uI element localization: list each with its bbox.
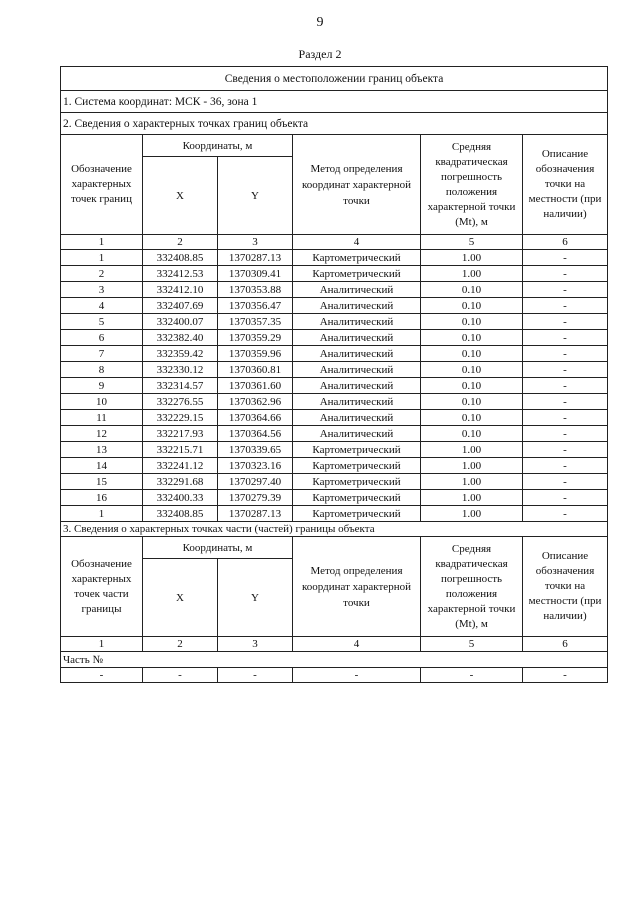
empty-cell: - xyxy=(293,668,421,683)
table-row xyxy=(61,442,608,458)
empty-cell: - xyxy=(218,668,293,683)
column-number: 5 xyxy=(421,235,523,250)
description-cell: - xyxy=(523,346,608,362)
description-cell: - xyxy=(523,442,608,458)
point-number-cell: 16 xyxy=(61,490,143,506)
error-cell: 0.10 xyxy=(421,378,523,394)
y-cell: 1370297.40 xyxy=(218,474,293,490)
method-cell: Аналитический xyxy=(293,410,421,426)
x-cell: 332217.93 xyxy=(143,426,218,442)
error-cell: 0.10 xyxy=(421,330,523,346)
table-row xyxy=(61,362,608,378)
method-cell: Аналитический xyxy=(293,314,421,330)
header-coordinates: Координаты, м xyxy=(143,135,293,157)
column-number: 3 xyxy=(218,637,293,652)
y-cell: 1370339.65 xyxy=(218,442,293,458)
method-cell: Аналитический xyxy=(293,362,421,378)
column-number: 4 xyxy=(293,235,421,250)
error-cell: 0.10 xyxy=(421,362,523,378)
description-cell: - xyxy=(523,458,608,474)
empty-cell: - xyxy=(421,668,523,683)
x-cell: 332359.42 xyxy=(143,346,218,362)
table-row xyxy=(61,426,608,442)
method-cell: Аналитический xyxy=(293,426,421,442)
column-number: 4 xyxy=(293,637,421,652)
method-cell: Картометрический xyxy=(293,506,421,522)
part-section-title: 3. Сведения о характерных точках части (частей) границы объекта xyxy=(61,522,608,537)
table-row xyxy=(61,378,608,394)
table-row xyxy=(61,410,608,426)
header-description: Описание обозначения точки на местности (при наличии) xyxy=(523,135,608,235)
error-cell: 1.00 xyxy=(421,266,523,282)
description-cell: - xyxy=(523,490,608,506)
column-number: 6 xyxy=(523,235,608,250)
table-row xyxy=(61,490,608,506)
x-cell: 332407.69 xyxy=(143,298,218,314)
error-cell: 1.00 xyxy=(421,250,523,266)
empty-cell: - xyxy=(523,668,608,683)
column-numbers-row xyxy=(61,235,608,250)
error-cell: 0.10 xyxy=(421,298,523,314)
table-row xyxy=(61,346,608,362)
table-title: Сведения о местоположении границ объекта xyxy=(61,67,608,91)
points-section-title: 2. Сведения о характерных точках границ объекта xyxy=(61,113,608,135)
description-cell: - xyxy=(523,298,608,314)
x-cell: 332412.10 xyxy=(143,282,218,298)
section-title: Раздел 2 xyxy=(298,47,342,61)
table-row xyxy=(61,250,608,266)
method-cell: Картометрический xyxy=(293,266,421,282)
error-cell: 1.00 xyxy=(421,506,523,522)
point-number-cell: 12 xyxy=(61,426,143,442)
method-cell: Аналитический xyxy=(293,330,421,346)
y-cell: 1370359.96 xyxy=(218,346,293,362)
y-cell: 1370364.66 xyxy=(218,410,293,426)
x-cell: 332314.57 xyxy=(143,378,218,394)
y-cell: 1370362.96 xyxy=(218,394,293,410)
method-cell: Картометрический xyxy=(293,490,421,506)
coord-system: 1. Система координат: МСК - 36, зона 1 xyxy=(61,91,608,113)
table-row xyxy=(61,474,608,490)
error-cell: 1.00 xyxy=(421,442,523,458)
y-cell: 1370360.81 xyxy=(218,362,293,378)
point-number-cell: 10 xyxy=(61,394,143,410)
y-cell: 1370357.35 xyxy=(218,314,293,330)
x-cell: 332291.68 xyxy=(143,474,218,490)
empty-cell: - xyxy=(143,668,218,683)
description-cell: - xyxy=(523,474,608,490)
description-cell: - xyxy=(523,282,608,298)
method-cell: Аналитический xyxy=(293,298,421,314)
point-number-cell: 1 xyxy=(61,250,143,266)
method-cell: Аналитический xyxy=(293,394,421,410)
part-header-error: Средняя квадратическая погрешность положения характерной точки (Mt), м xyxy=(421,537,523,637)
part-header-method: Метод определения координат характерной точки xyxy=(293,537,421,637)
header-point-designation: Обозначение характерных точек границ xyxy=(61,135,143,235)
error-cell: 0.10 xyxy=(421,410,523,426)
x-cell: 332276.55 xyxy=(143,394,218,410)
point-number-cell: 2 xyxy=(61,266,143,282)
error-cell: 0.10 xyxy=(421,426,523,442)
y-cell: 1370323.16 xyxy=(218,458,293,474)
description-cell: - xyxy=(523,426,608,442)
x-cell: 332330.12 xyxy=(143,362,218,378)
header-error: Средняя квадратическая погрешность положения характерной точки (Mt), м xyxy=(421,135,523,235)
y-cell: 1370287.13 xyxy=(218,506,293,522)
empty-cell: - xyxy=(61,668,143,683)
point-number-cell: 5 xyxy=(61,314,143,330)
point-number-cell: 15 xyxy=(61,474,143,490)
header-x: X xyxy=(143,157,218,235)
x-cell: 332408.85 xyxy=(143,250,218,266)
column-number: 1 xyxy=(61,235,143,250)
part-column-numbers-row xyxy=(61,637,608,652)
description-cell: - xyxy=(523,266,608,282)
table-row xyxy=(61,282,608,298)
y-cell: 1370279.39 xyxy=(218,490,293,506)
method-cell: Аналитический xyxy=(293,282,421,298)
y-cell: 1370309.41 xyxy=(218,266,293,282)
y-cell: 1370356.47 xyxy=(218,298,293,314)
description-cell: - xyxy=(523,506,608,522)
point-number-cell: 7 xyxy=(61,346,143,362)
column-number: 6 xyxy=(523,637,608,652)
x-cell: 332215.71 xyxy=(143,442,218,458)
method-cell: Аналитический xyxy=(293,378,421,394)
boundary-table xyxy=(60,66,608,683)
header-method: Метод определения координат характерной точки xyxy=(293,135,421,235)
table-row xyxy=(61,314,608,330)
column-number: 1 xyxy=(61,637,143,652)
y-cell: 1370353.88 xyxy=(218,282,293,298)
table-row xyxy=(61,506,608,522)
part-header-coordinates: Координаты, м xyxy=(143,537,293,559)
point-number-cell: 1 xyxy=(61,506,143,522)
column-number: 2 xyxy=(143,637,218,652)
error-cell: 0.10 xyxy=(421,282,523,298)
x-cell: 332382.40 xyxy=(143,330,218,346)
description-cell: - xyxy=(523,250,608,266)
point-number-cell: 6 xyxy=(61,330,143,346)
point-number-cell: 4 xyxy=(61,298,143,314)
x-cell: 332400.33 xyxy=(143,490,218,506)
method-cell: Картометрический xyxy=(293,442,421,458)
error-cell: 0.10 xyxy=(421,394,523,410)
point-number-cell: 9 xyxy=(61,378,143,394)
table-row xyxy=(61,458,608,474)
table-row xyxy=(61,394,608,410)
error-cell: 1.00 xyxy=(421,458,523,474)
part-header-x: X xyxy=(143,559,218,637)
description-cell: - xyxy=(523,314,608,330)
part-label: Часть № xyxy=(61,652,608,668)
method-cell: Аналитический xyxy=(293,346,421,362)
description-cell: - xyxy=(523,330,608,346)
column-number: 5 xyxy=(421,637,523,652)
point-number-cell: 14 xyxy=(61,458,143,474)
y-cell: 1370361.60 xyxy=(218,378,293,394)
empty-row xyxy=(61,668,608,683)
table-row xyxy=(61,266,608,282)
y-cell: 1370364.56 xyxy=(218,426,293,442)
x-cell: 332229.15 xyxy=(143,410,218,426)
error-cell: 0.10 xyxy=(421,346,523,362)
method-cell: Картометрический xyxy=(293,458,421,474)
table-row xyxy=(61,330,608,346)
y-cell: 1370359.29 xyxy=(218,330,293,346)
table-row xyxy=(61,298,608,314)
error-cell: 1.00 xyxy=(421,474,523,490)
part-header-description: Описание обозначения точки на местности (при наличии) xyxy=(523,537,608,637)
point-number-cell: 11 xyxy=(61,410,143,426)
x-cell: 332412.53 xyxy=(143,266,218,282)
page-number: 9 xyxy=(316,15,324,30)
x-cell: 332408.85 xyxy=(143,506,218,522)
description-cell: - xyxy=(523,362,608,378)
error-cell: 1.00 xyxy=(421,490,523,506)
error-cell: 0.10 xyxy=(421,314,523,330)
x-cell: 332400.07 xyxy=(143,314,218,330)
method-cell: Картометрический xyxy=(293,474,421,490)
column-number: 3 xyxy=(218,235,293,250)
point-number-cell: 13 xyxy=(61,442,143,458)
description-cell: - xyxy=(523,410,608,426)
part-header-point-designation: Обозначение характерных точек части границы xyxy=(61,537,143,637)
description-cell: - xyxy=(523,394,608,410)
part-header-y: Y xyxy=(218,559,293,637)
x-cell: 332241.12 xyxy=(143,458,218,474)
point-number-cell: 3 xyxy=(61,282,143,298)
description-cell: - xyxy=(523,378,608,394)
method-cell: Картометрический xyxy=(293,250,421,266)
header-y: Y xyxy=(218,157,293,235)
point-number-cell: 8 xyxy=(61,362,143,378)
column-number: 2 xyxy=(143,235,218,250)
y-cell: 1370287.13 xyxy=(218,250,293,266)
